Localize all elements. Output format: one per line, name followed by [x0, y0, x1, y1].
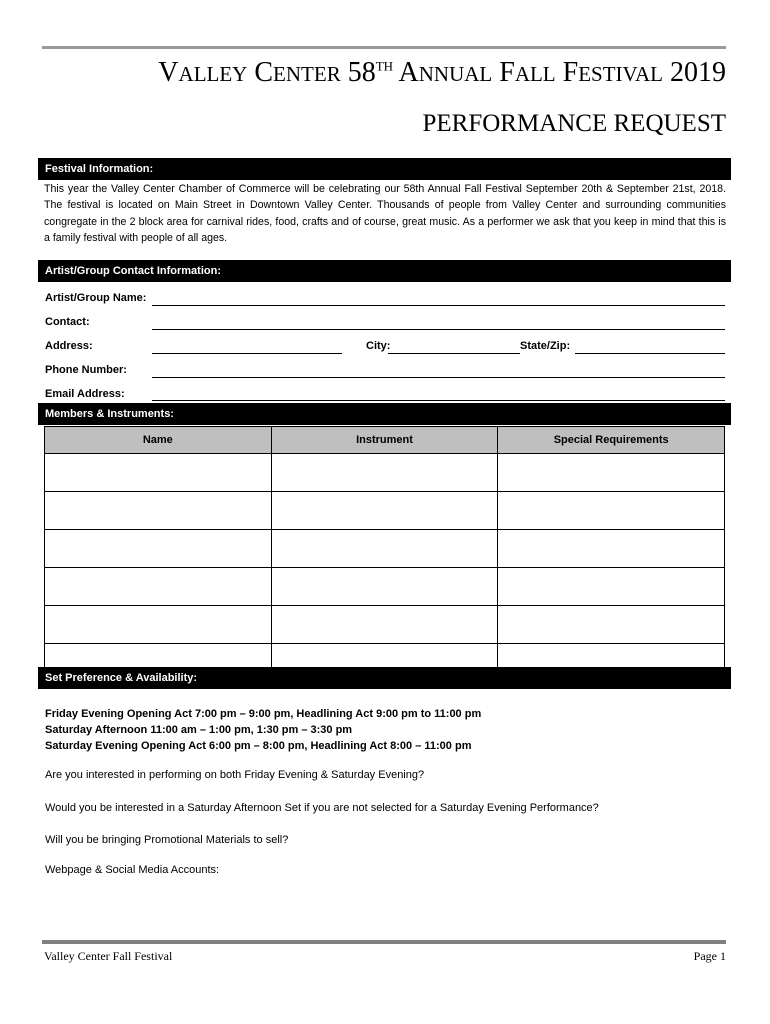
question-both-evenings: Are you interested in performing on both Friday Evening & Saturday Evening? — [45, 769, 425, 781]
question-saturday-afternoon: Would you be interested in a Saturday Afternoon Set if you are not selected for a Saturday Evening Performance? — [45, 802, 599, 814]
special-requirements-cell[interactable] — [498, 530, 725, 568]
table-row — [45, 492, 725, 530]
header-rule — [42, 46, 726, 49]
members-table — [44, 426, 725, 682]
phone-label: Phone Number: — [45, 364, 127, 376]
schedule-saturday-evening: Saturday Evening Opening Act 6:00 pm – 8:00 pm, Headlining Act 8:00 – 11:00 pm — [45, 740, 472, 752]
page-title: VALLEY CENTER 58TH ANNUAL FALL FESTIVAL 2019 — [158, 57, 726, 88]
city-field[interactable] — [388, 353, 520, 354]
question-promotional-materials: Will you be bringing Promotional Materials to sell? — [45, 834, 289, 846]
page-subtitle: PERFORMANCE REQUEST — [422, 110, 726, 137]
footer-title: Valley Center Fall Festival — [44, 949, 173, 963]
footer-rule — [42, 940, 726, 944]
festival-info-text: This year the Valley Center Chamber of Commerce will be celebrating our 58th Annual Fall Festival September 20th & September 21st, 2018. The festival is located on Main Street in Downtown Valley Center. Thousands of people from Valley Center and surrounding communities congregate in the 2 block area for carnival rides, food, crafts and of course, great music. As a performer we ask that you keep in mind that this is a family festival with people of all ages. — [44, 183, 726, 245]
table-row — [45, 454, 725, 492]
festival-info-heading: Festival Information: — [38, 158, 731, 180]
artist-name-label: Artist/Group Name: — [45, 292, 147, 304]
set-preference-heading: Set Preference & Availability: — [38, 667, 731, 689]
contact-heading: Artist/Group Contact Information: — [38, 260, 731, 282]
special-requirements-cell[interactable] — [498, 492, 725, 530]
instrument-cell[interactable] — [271, 530, 498, 568]
page-number: Page 1 — [693, 949, 726, 963]
address-field[interactable] — [152, 353, 342, 354]
email-label: Email Address: — [45, 388, 125, 400]
contact-label: Contact: — [45, 316, 90, 328]
column-header-special-requirements: Special Requirements — [498, 427, 725, 454]
schedule-saturday-afternoon: Saturday Afternoon 11:00 am – 1:00 pm, 1:30 pm – 3:30 pm — [45, 724, 353, 736]
table-row — [45, 568, 725, 606]
name-cell[interactable] — [45, 492, 272, 530]
column-header-instrument: Instrument — [271, 427, 498, 454]
table-row — [45, 606, 725, 644]
email-field[interactable] — [152, 400, 725, 401]
special-requirements-cell[interactable] — [498, 454, 725, 492]
name-cell[interactable] — [45, 454, 272, 492]
column-header-name: Name — [45, 427, 272, 454]
instrument-cell[interactable] — [271, 568, 498, 606]
instrument-cell[interactable] — [271, 606, 498, 644]
state-zip-field[interactable] — [575, 353, 725, 354]
instrument-cell[interactable] — [271, 454, 498, 492]
state-zip-label: State/Zip: — [520, 340, 571, 352]
phone-field[interactable] — [152, 377, 725, 378]
members-heading: Members & Instruments: — [38, 403, 731, 425]
schedule-block — [45, 706, 481, 754]
address-label: Address: — [45, 340, 93, 352]
artist-name-field[interactable] — [152, 305, 725, 306]
table-row — [45, 530, 725, 568]
name-cell[interactable] — [45, 568, 272, 606]
schedule-friday: Friday Evening Opening Act 7:00 pm – 9:00 pm, Headlining Act 9:00 pm to 11:00 pm — [45, 708, 482, 720]
instrument-cell[interactable] — [271, 492, 498, 530]
name-cell[interactable] — [45, 530, 272, 568]
members-header-row — [45, 427, 725, 454]
city-label: City: — [366, 340, 391, 352]
contact-field[interactable] — [152, 329, 725, 330]
question-webpage-social: Webpage & Social Media Accounts: — [45, 864, 220, 876]
name-cell[interactable] — [45, 606, 272, 644]
special-requirements-cell[interactable] — [498, 606, 725, 644]
special-requirements-cell[interactable] — [498, 568, 725, 606]
